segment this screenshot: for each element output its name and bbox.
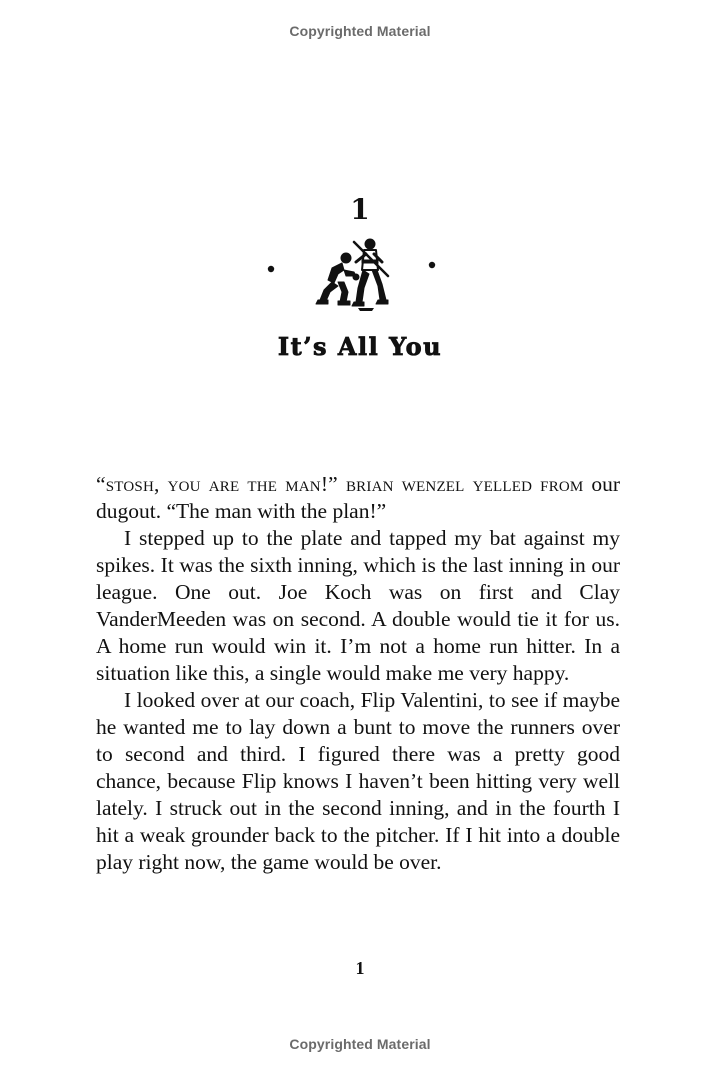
paragraph-1-lead: “stosh, you are the man!” brian wenzel yelled from: [96, 472, 584, 496]
copyright-header: Copyrighted Material: [289, 23, 431, 39]
page-number: 1: [355, 958, 365, 978]
chapter-title: It’s All You: [277, 332, 443, 361]
baseball-players-icon: [258, 236, 458, 312]
paragraph-1: [96, 471, 620, 525]
paragraph-1-rest: our dugout. “The man with the plan!”: [96, 472, 620, 523]
paragraph-3: I looked over at our coach, Flip Valentini, to see if maybe he wanted me to lay down a bunt to move the runners over to second and third. I figured there was a pretty good chance, because Flip knows I haven’t been hitting very well lately. I struck out in the second inning, and in the fourth I hit a weak grounder back to the pitcher. If I hit into a double play right now, the game would be over.: [96, 688, 620, 874]
chapter-number: 1: [350, 193, 370, 226]
body-text: [96, 471, 620, 876]
copyright-footer: Copyrighted Material: [289, 1036, 431, 1052]
paragraph-2: I stepped up to the plate and tapped my bat against my spikes. It was the sixth inning, which is the last inning in our league. One out. Joe Koch was on first and Clay VanderMeeden was on second. A double would tie it for us. A home run would win it. I’m not a home run hitter. In a situation like this, a single would make me very happy.: [96, 526, 620, 685]
